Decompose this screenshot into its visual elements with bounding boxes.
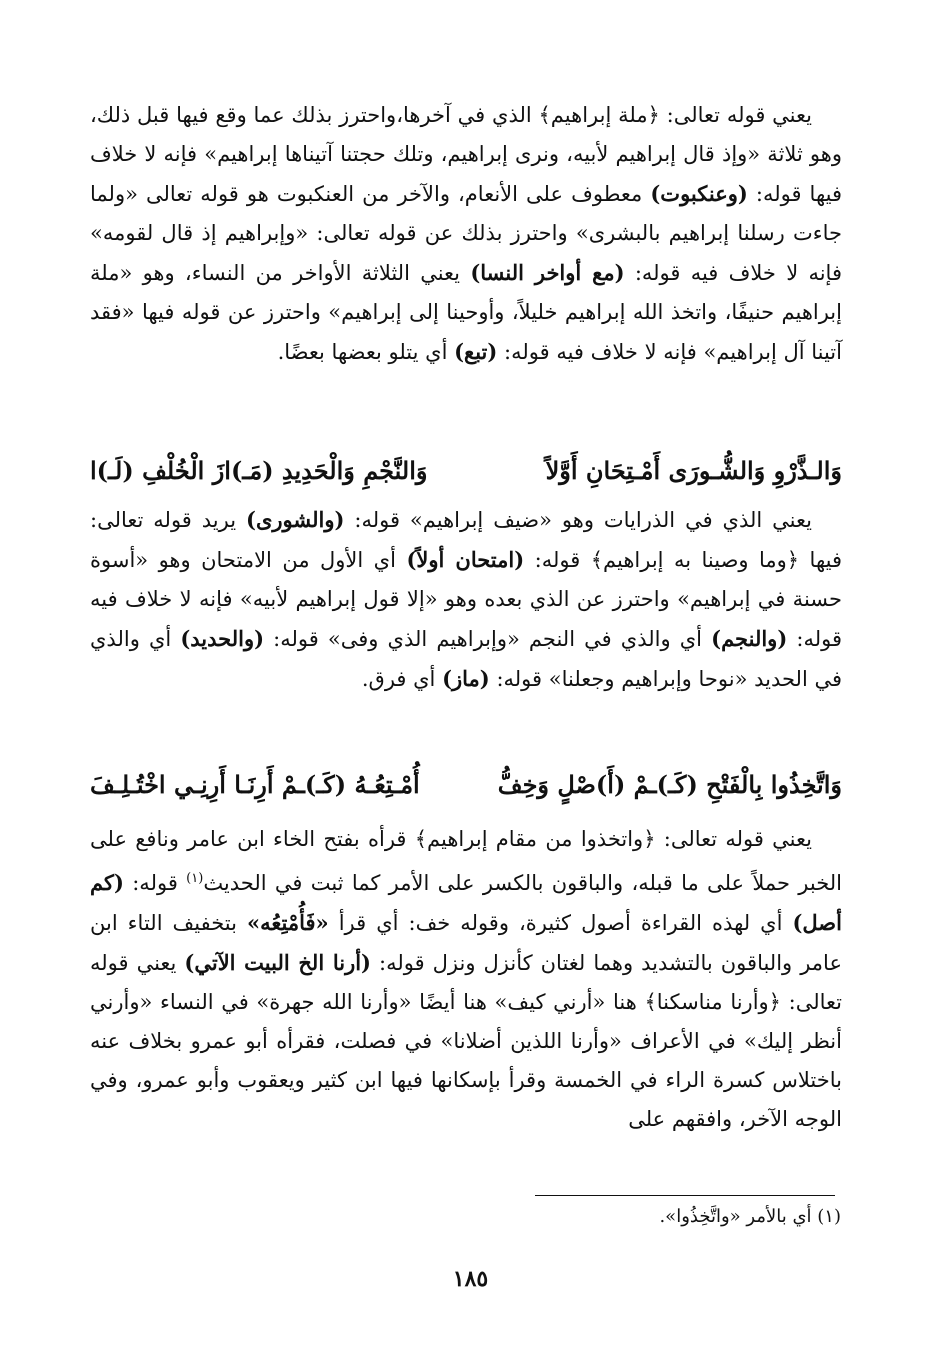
keyword-tabi: (تبع): [454, 339, 498, 364]
keyword-faumtiuhu: «فَأُمْتِعُه»: [247, 910, 329, 935]
footnote-reference: (١): [186, 871, 204, 886]
commentary-paragraph-3: يعني قوله تعالى: ﴿واتخذوا من مقام إبراهيم﴾ قرأه بفتح الخاء ابن عامر ونافع على الخبر حملاً على ما قبله، والباقون بالكسر على الأمر كما ثبت في الحديث$^{(١)}$ قوله: (كم أصل) أي لهذه القراءة أصول كثيرة، وقوله خف: أي قرأ «فَأُمْتِعُه» بتخفيف التاء ابن عامر والباقون بالتشديد وهما لغتان كأنزل ونزل قوله: (أرنا الخ البيت الآتي) يعني قوله تعالى: ﴿وأرنا مناسكنا﴾ هنا «أرني كيف» هنا أيضًا «وأرنا الله جهرة» في النساء «وأرني أنظر إليك» في الأعراف «وأرنا اللذين أضلانا» في فصلت، فقرأه أبو عمرو بخلاف عنه باختلاس كسرة الراء في الخمسة وقرأ بإسكانها فيها ابن كثير ويعقوب وأبو عمرو، وفي الوجه الآخر، وافقهم على: [90, 827, 843, 1131]
keyword-ankabut: (وعنكبوت): [650, 181, 748, 206]
keyword-arina: (أرنا الخ البيت الآتي): [184, 950, 371, 975]
keyword-najm: (والنجم): [711, 626, 788, 651]
keyword-shura: (والشورى): [246, 507, 345, 532]
commentary-section-3: [90, 820, 842, 1139]
footnote-text: أي بالأمر «واتَّخِذُوا».: [659, 1206, 812, 1227]
poem-verse-1: [90, 456, 842, 496]
page-number: ١٨٥: [452, 1266, 489, 1292]
keyword-hadid: (والحديد): [180, 626, 265, 651]
footnote: [659, 1206, 841, 1227]
commentary-paragraph-1: يعني قوله تعالى: ﴿ملة إبراهيم﴾ الذي في آخرها،واحترز بذلك عما وقع فيها قبل ذلك، وهو ثلاثة «وإذ قال إبراهيم لأبيه، ونرى إبراهيم، وتلك حجتنا آتيناها إبراهيم» فإنه لا خلاف فيها قوله: (وعنكبوت) معطوف على الأنعام، والآخر من العنكبوت هو قوله تعالى «ولما جاءت رسلنا إبراهيم بالبشرى» واحترز بذلك عن قوله تعالى: «وإبراهيم إذ قال لقومه» فإنه لا خلاف فيه قوله: (مع أواخر النسا) يعني الثلاثة الأواخر من النساء، وهو «ملة إبراهيم حنيفًا، واتخذ الله إبراهيم خليلاً، وأوحينا إلى إبراهيم» واحترز عن قوله فيها «فقد آتينا آل إبراهيم» فإنه لا خلاف فيه قوله: (تبع) أي يتلو بعضها بعضًا.: [90, 103, 842, 364]
commentary-paragraph-2: يعني الذي في الذرايات وهو «ضيف إبراهيم» قوله: (والشورى) يريد قوله تعالى: فيها ﴿وما وصينا به إبراهيم﴾ قوله: (امتحان أولاً) أي الأول من الامتحان وهو «أسوة حسنة في إبراهيم» واحترز عن الذي بعده وهو «إلا قول إبراهيم لأبيه» فإنه لا خلاف فيه قوله: (والنجم) أي والذي في النجم «وإبراهيم الذي وفى» قوله: (والحديد) أي والذي في الحديد «نوحا وإبراهيم وجعلنا» قوله: (ماز) أي فرق.: [90, 507, 843, 691]
keyword-kam-asl: (كم أصل): [90, 870, 842, 935]
verse-1-first-hemistich: وَالـذَّرْوِ وَالشُّـورَى أَمْـتِحَانِ أَوَّلاً: [545, 456, 842, 485]
commentary-section-2: [90, 500, 842, 699]
keyword-maz: (ماز): [442, 666, 490, 691]
footnote-divider: [535, 1195, 835, 1196]
verse-2-second-hemistich: أُمْـتِعُـهُ (كَـ)ـمْ أَرِنَـا أَرِنِـي اخْتُـلِـفَ: [90, 770, 420, 799]
verse-1-second-hemistich: وَالنَّجْمِ وَالْحَدِيدِ (مَـ)ازَ الْخُلْفِ (لَـ)ا: [90, 456, 428, 485]
verse-2-first-hemistich: وَاتَّخِذُوا بِالْفَتْحِ (كَـ)ـمْ (أَ)صْلٍ وَخِفُّ: [497, 770, 842, 799]
footnote-number: (١): [817, 1206, 841, 1227]
commentary-section-1: [90, 96, 842, 372]
keyword-imtihan: (امتحان أولاً): [406, 547, 525, 572]
poem-verse-2: [90, 770, 842, 810]
keyword-awakhir-nisa: (مع أواخر النسا): [470, 260, 625, 285]
